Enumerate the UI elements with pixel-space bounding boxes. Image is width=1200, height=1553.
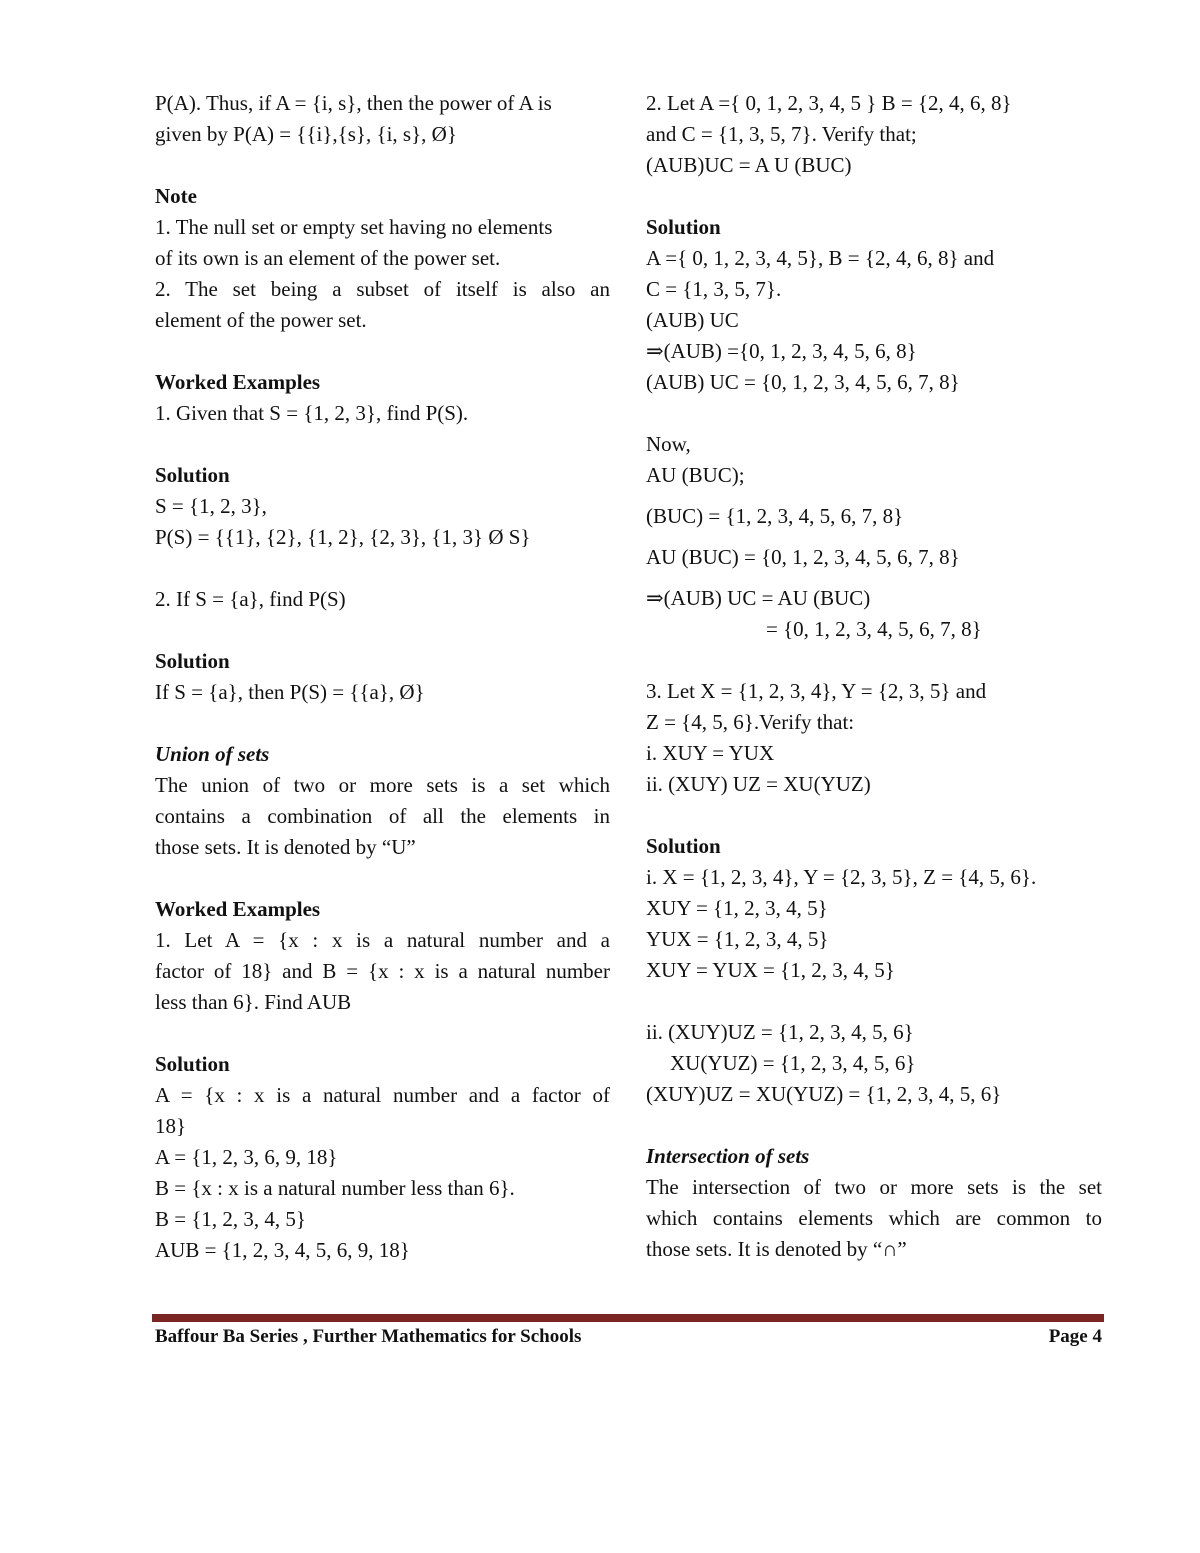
text-line: ii. (XUY)UZ = {1, 2, 3, 4, 5, 6}	[646, 1020, 914, 1044]
text-line: given by P(A) = {{i},{s}, {i, s}, Ø}	[155, 122, 457, 146]
text-line: A = {x : x is a natural number and a factor of	[155, 1083, 610, 1107]
text-line: B = {x : x is a natural number less than 6}.	[155, 1176, 515, 1200]
footer-series-title: Baffour Ba Series , Further Mathematics for Schools	[155, 1326, 582, 1347]
solution-heading: Solution	[155, 1052, 230, 1076]
footer-rule	[152, 1314, 1104, 1322]
text-line: The union of two or more sets is a set which	[155, 773, 610, 797]
text-line: The intersection of two or more sets is the set	[646, 1175, 1102, 1199]
text-line: 1. Let A = {x : x is a natural number and a	[155, 928, 610, 952]
text-line: P(S) = {{1}, {2}, {1, 2}, {2, 3}, {1, 3} Ø S}	[155, 525, 531, 549]
worked-examples-heading: Worked Examples	[155, 897, 321, 921]
text-line: (XUY)UZ = XU(YUZ) = {1, 2, 3, 4, 5, 6}	[646, 1082, 1002, 1106]
text-line: = {0, 1, 2, 3, 4, 5, 6, 7, 8}	[766, 617, 982, 641]
text-line: P(A). Thus, if A = {i, s}, then the power of A is	[155, 91, 552, 115]
text-line: YUX = {1, 2, 3, 4, 5}	[646, 927, 829, 951]
intersection-heading: Intersection of sets	[646, 1144, 810, 1168]
text-line: If S = {a}, then P(S) = {{a}, Ø}	[155, 680, 425, 704]
union-heading: Union of sets	[155, 742, 270, 766]
solution-heading: Solution	[155, 649, 230, 673]
text-line: (AUB) UC	[646, 308, 739, 332]
text-line: those sets. It is denoted by “∩”	[646, 1237, 907, 1261]
right-column	[646, 88, 1102, 1265]
text-line: those sets. It is denoted by “U”	[155, 835, 416, 859]
text-line: AU (BUC) = {0, 1, 2, 3, 4, 5, 6, 7, 8}	[646, 545, 960, 569]
text-line: which contains elements which are common to	[646, 1206, 1102, 1230]
text-line: (BUC) = {1, 2, 3, 4, 5, 6, 7, 8}	[646, 504, 904, 528]
text-line: of its own is an element of the power set.	[155, 246, 501, 270]
text-line: ii. (XUY) UZ = XU(YUZ)	[646, 772, 871, 796]
text-line: 2. The set being a subset of itself is also an	[155, 277, 610, 301]
text-line: XU(YUZ) = {1, 2, 3, 4, 5, 6}	[670, 1051, 916, 1075]
text-line: Z = {4, 5, 6}.Verify that:	[646, 710, 855, 734]
text-line: B = {1, 2, 3, 4, 5}	[155, 1207, 307, 1231]
text-line: AUB = {1, 2, 3, 4, 5, 6, 9, 18}	[155, 1238, 410, 1262]
solution-heading: Solution	[646, 834, 721, 858]
text-line: A ={ 0, 1, 2, 3, 4, 5}, B = {2, 4, 6, 8} and	[646, 246, 995, 270]
text-line: (AUB) UC = {0, 1, 2, 3, 4, 5, 6, 7, 8}	[646, 370, 960, 394]
text-line: A = {1, 2, 3, 6, 9, 18}	[155, 1145, 338, 1169]
text-line: and C = {1, 3, 5, 7}. Verify that;	[646, 122, 917, 146]
page-number: Page 4	[1048, 1326, 1102, 1347]
text-line: element of the power set.	[155, 308, 367, 332]
text-line: 2. If S = {a}, find P(S)	[155, 587, 346, 611]
text-line: 1. Given that S = {1, 2, 3}, find P(S).	[155, 401, 469, 425]
text-line: less than 6}. Find AUB	[155, 990, 352, 1014]
text-line: S = {1, 2, 3},	[155, 494, 267, 518]
text-line: 3. Let X = {1, 2, 3, 4}, Y = {2, 3, 5} and	[646, 679, 987, 703]
text-line: i. X = {1, 2, 3, 4}, Y = {2, 3, 5}, Z = {4, 5, 6}.	[646, 865, 1037, 889]
text-line: i. XUY = YUX	[646, 741, 775, 765]
text-line: XUY = YUX = {1, 2, 3, 4, 5}	[646, 958, 895, 982]
solution-heading: Solution	[155, 463, 230, 487]
text-line: XUY = {1, 2, 3, 4, 5}	[646, 896, 828, 920]
solution-heading: Solution	[646, 215, 721, 239]
text-line: (AUB)UC = A U (BUC)	[646, 153, 852, 177]
note-heading: Note	[155, 184, 197, 208]
text-line: 2. Let A ={ 0, 1, 2, 3, 4, 5 } B = {2, 4, 6, 8}	[646, 91, 1012, 115]
text-line: 18}	[155, 1114, 187, 1138]
worked-examples-heading: Worked Examples	[155, 370, 321, 394]
text-line: contains a combination of all the elements in	[155, 804, 610, 828]
text-line: factor of 18} and B = {x : x is a natural number	[155, 959, 610, 983]
text-line: Now,	[646, 432, 691, 456]
text-line: ⇒(AUB) UC = AU (BUC)	[646, 586, 871, 610]
left-column	[155, 88, 610, 1266]
text-line: 1. The null set or empty set having no elements	[155, 215, 553, 239]
text-line: C = {1, 3, 5, 7}.	[646, 277, 782, 301]
text-line: ⇒(AUB) ={0, 1, 2, 3, 4, 5, 6, 8}	[646, 339, 917, 363]
text-line: AU (BUC);	[646, 463, 745, 487]
